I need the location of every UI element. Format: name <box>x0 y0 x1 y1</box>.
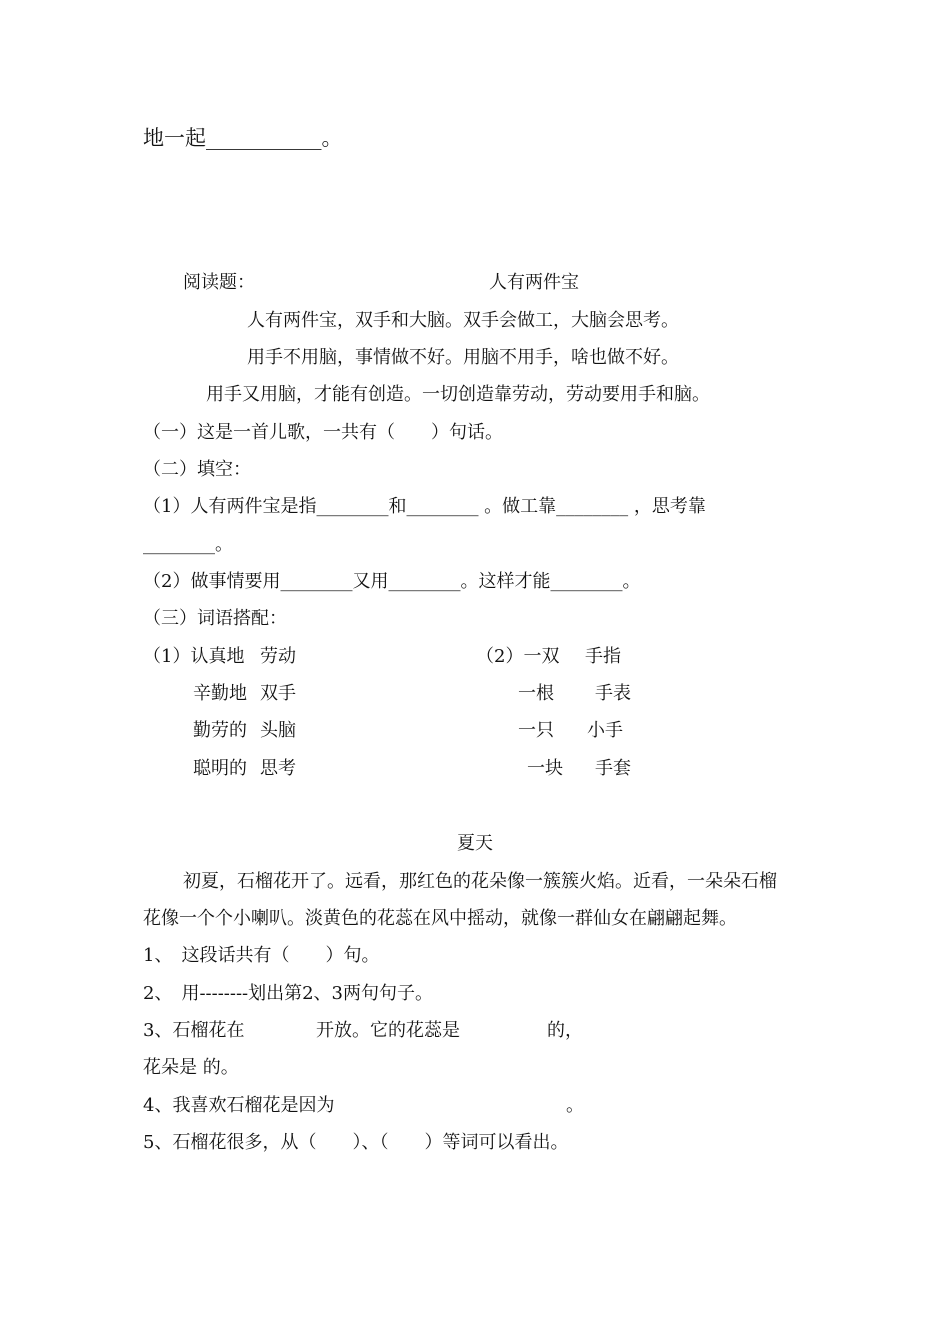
question-2-1: （1）人有两件宝是指________和________ 。做工靠________ ，思考靠 <box>143 496 706 517</box>
passage-question-2: 2、 用--------划出第2、3两句句子。 <box>143 983 434 1004</box>
top-fill-line: 地一起___________。 <box>143 126 343 150</box>
match-left-pair: 双手 <box>260 683 296 704</box>
passage-question-1: 1、 这段话共有（ ）句。 <box>143 945 380 966</box>
match-left-pair: 劳动 <box>260 646 296 667</box>
match-right-pair: 手表 <box>595 683 631 704</box>
passage-question-4: 4、我喜欢石榴花是因为 <box>143 1095 335 1116</box>
question-1: （一）这是一首儿歌，一共有（ ）句话。 <box>143 422 503 443</box>
passage-question-3-part-2: 开放。它的花蕊是 <box>316 1020 460 1041</box>
poem-line-3: 用手又用脑，才能有创造。一切创造靠劳动，劳动要用手和脑。 <box>206 384 710 405</box>
match-right-pair: 手套 <box>595 758 631 779</box>
match-right-word: 一根 <box>518 683 554 704</box>
passage-question-4-end: 。 <box>566 1095 584 1116</box>
reading-label: 阅读题： <box>183 272 255 293</box>
question-2-2: （2）做事情要用________又用________。这样才能________。 <box>143 571 641 592</box>
poem-line-2: 用手不用脑，事情做不好。用脑不用手，啥也做不好。 <box>247 347 679 368</box>
passage-question-3-part-1: 3、石榴花在 <box>143 1020 245 1041</box>
match-left-word: 辛勤地 <box>193 683 247 704</box>
passage-line-1: 初夏，石榴花开了。远看，那红色的花朵像一簇簇火焰。近看，一朵朵石榴 <box>183 871 777 892</box>
match-left-word: 勤劳的 <box>193 720 247 741</box>
passage-question-3-part-3: 的， <box>547 1020 583 1041</box>
match-left-pair: 思考 <box>260 758 296 779</box>
passage-question-3-part-4: 花朵是 的。 <box>143 1057 239 1078</box>
match-right-pair: 小手 <box>587 720 623 741</box>
match-left-pair: 头脑 <box>260 720 296 741</box>
match-right-pair: 手指 <box>585 646 621 667</box>
match-left-word: 聪明的 <box>193 758 247 779</box>
match-right-word: 一块 <box>527 758 563 779</box>
question-2-1-cont: ________。 <box>143 534 233 555</box>
passage-line-2: 花像一个个小喇叭。淡黄色的花蕊在风中摇动，就像一群仙女在翩翩起舞。 <box>143 908 737 929</box>
question-3: （三）词语搭配： <box>143 608 287 629</box>
match-right-word: （2）一双 <box>476 646 560 667</box>
match-right-word: 一只 <box>518 720 554 741</box>
question-2: （二）填空： <box>143 459 251 480</box>
passage-title: 夏天 <box>457 833 493 854</box>
match-left-word: （1）认真地 <box>143 646 245 667</box>
poem-title: 人有两件宝 <box>489 272 579 293</box>
passage-question-5: 5、石榴花很多，从（ ）、（ ）等词可以看出。 <box>143 1132 569 1153</box>
poem-line-1: 人有两件宝，双手和大脑。双手会做工，大脑会思考。 <box>247 310 679 331</box>
